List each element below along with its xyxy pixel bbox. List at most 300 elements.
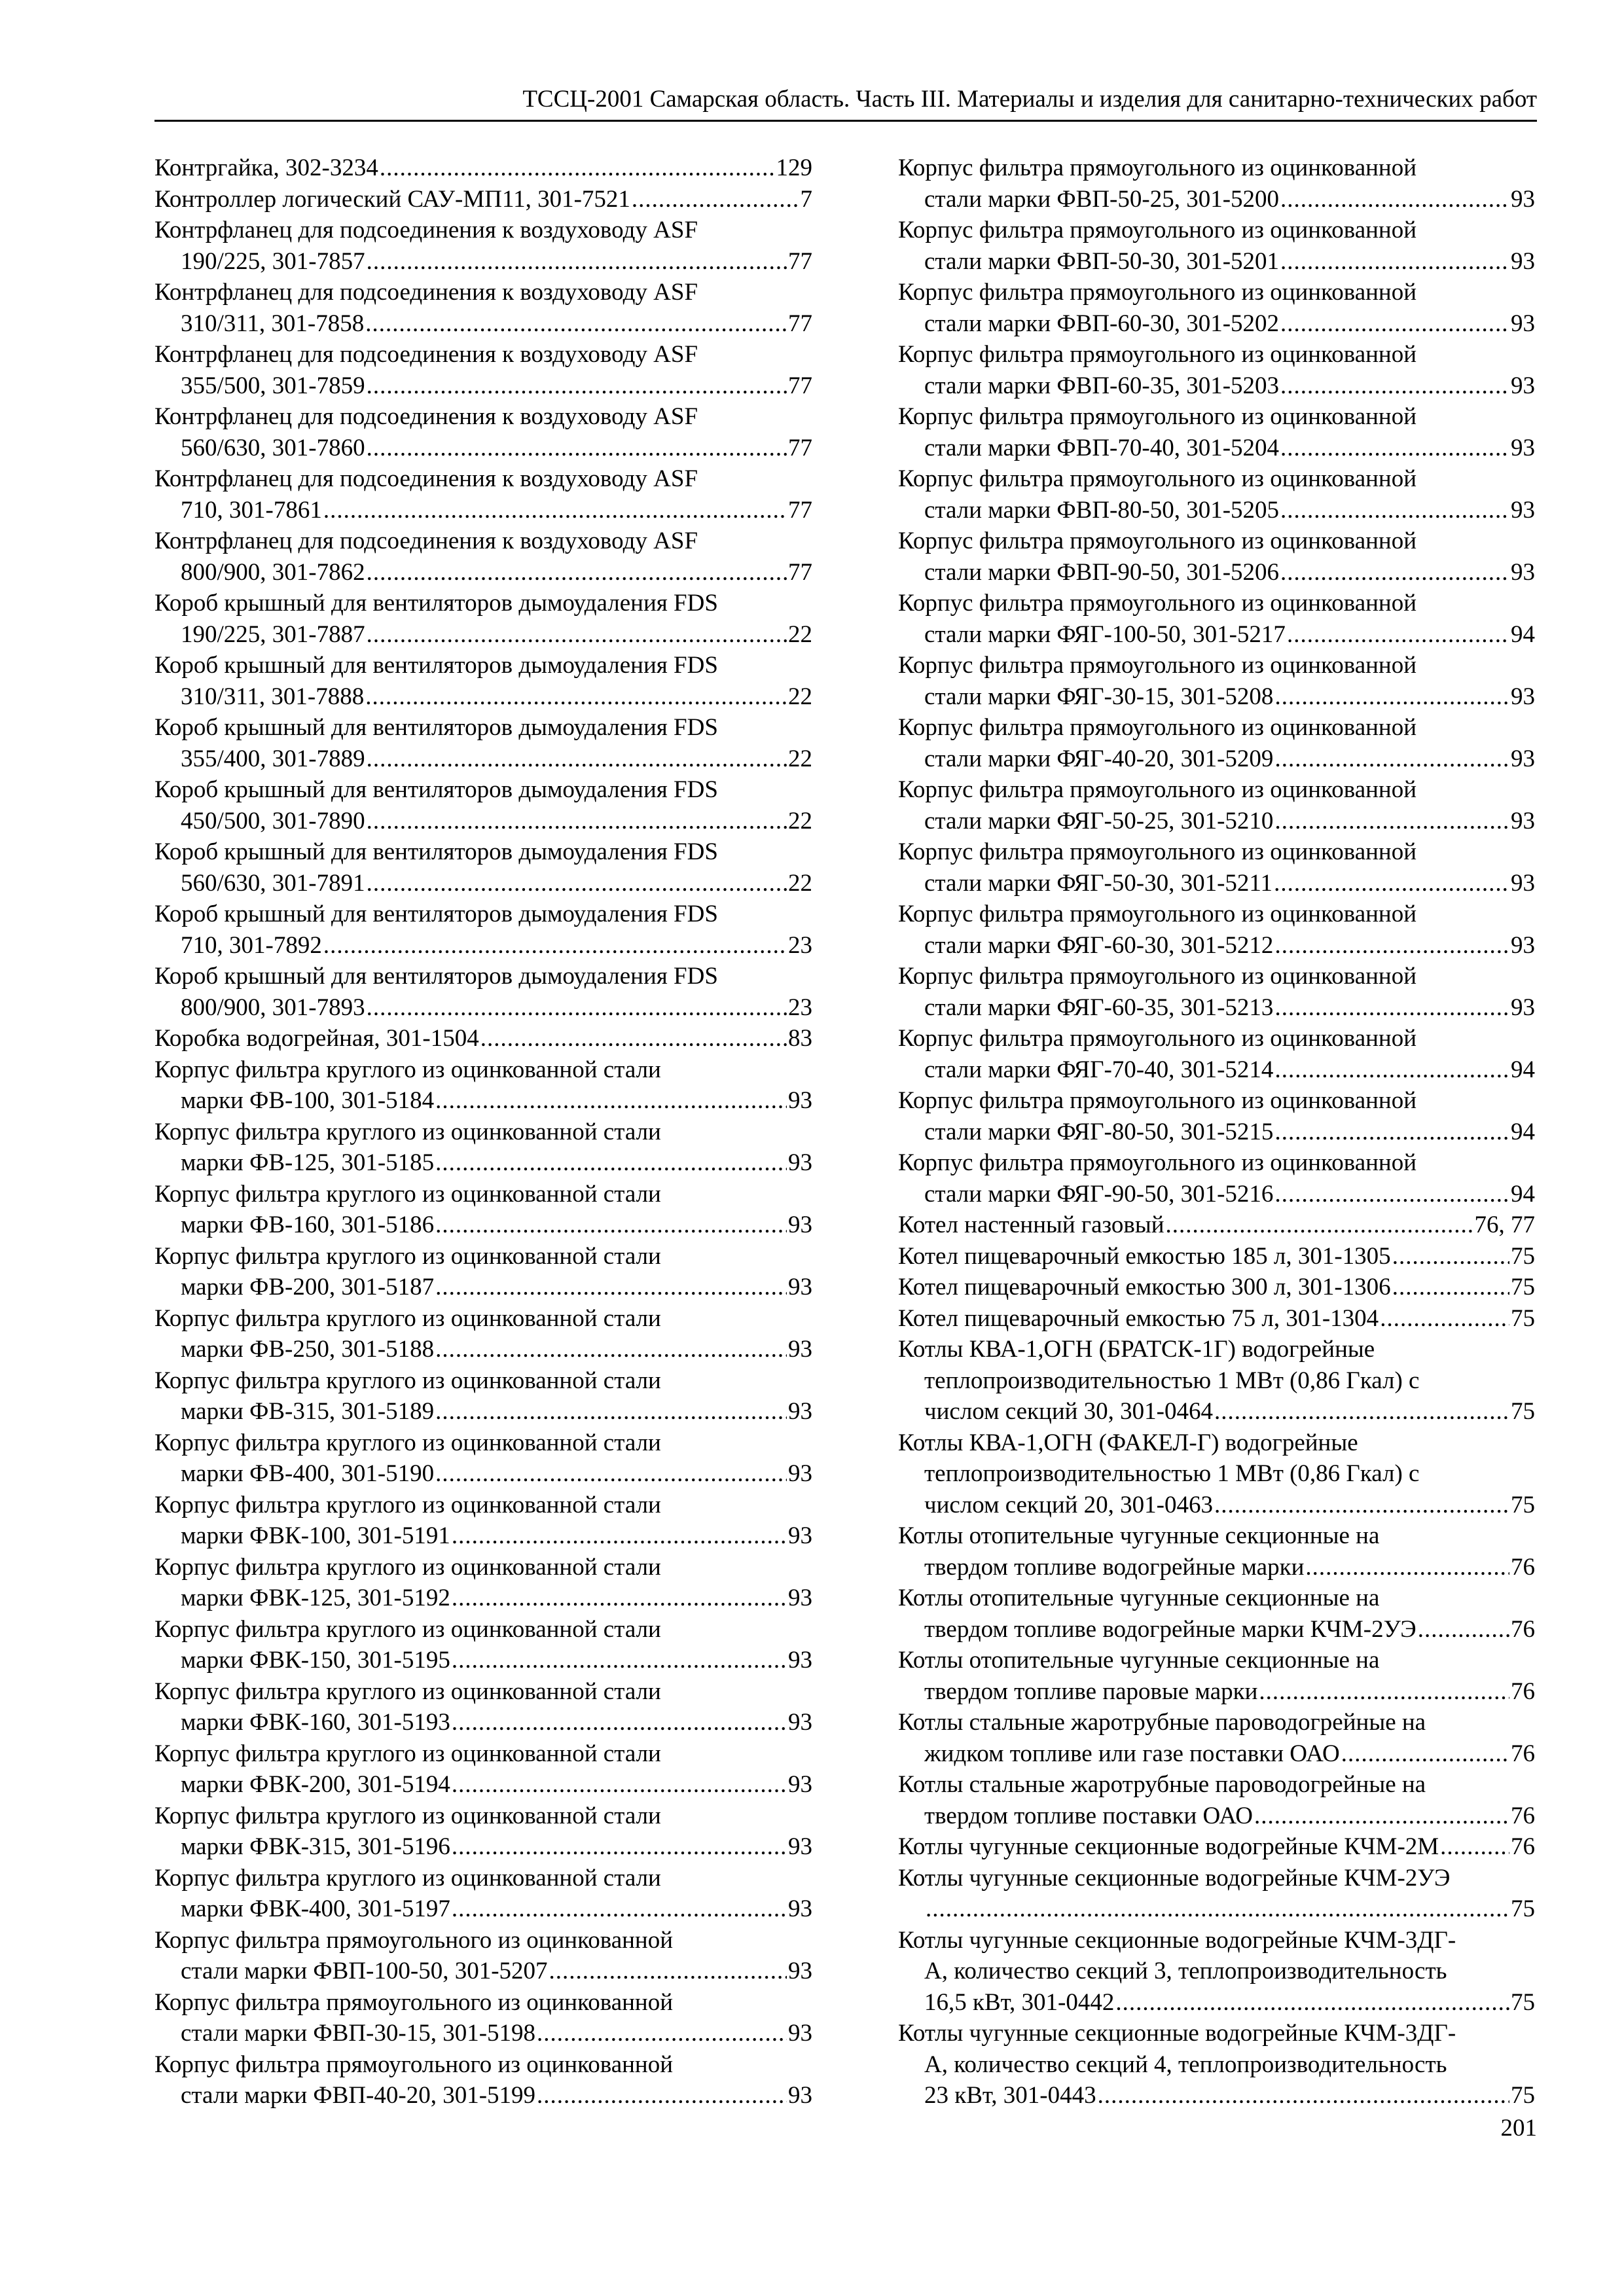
entry-last-line bbox=[154, 2080, 812, 2111]
entry-text: твердом топливе водогрейные марки КЧМ-2УЭ bbox=[924, 1615, 1416, 1643]
dot-leader bbox=[1280, 433, 1509, 464]
index-entry bbox=[154, 277, 812, 339]
entry-text-line: Короб крышный для вентиляторов дымоудаления FDS bbox=[154, 652, 718, 679]
dot-leader bbox=[1274, 806, 1509, 837]
entry-last-line bbox=[898, 1893, 1535, 1925]
dot-leader bbox=[452, 1831, 787, 1863]
entry-last-line bbox=[154, 992, 812, 1024]
entry-text-line: Корпус фильтра круглого из оцинкованной стали bbox=[154, 1864, 661, 1892]
entry-text: Котлы чугунные секционные водогрейные КЧМ-2М bbox=[898, 1833, 1439, 1860]
entry-text: 310/311, 301-7888 bbox=[181, 683, 365, 710]
entry-text-line: Котлы стальные жаротрубные пароводогрейные на bbox=[898, 1771, 1426, 1798]
entry-text: стали марки ФВП-60-35, 301-5203 bbox=[924, 372, 1280, 399]
dot-leader bbox=[1280, 495, 1509, 526]
entry-page-number: 75 bbox=[1511, 1895, 1535, 1922]
dot-leader bbox=[1254, 1801, 1509, 1832]
entry-text: марки ФВ-400, 301-5190 bbox=[181, 1460, 435, 1487]
entry-text: стали марки ФВП-90-50, 301-5206 bbox=[924, 558, 1280, 586]
entry-text: 16,5 кВт, 301-0442 bbox=[924, 1988, 1115, 2016]
entry-page-number: 23 bbox=[788, 994, 812, 1021]
index-entry bbox=[898, 1645, 1535, 1707]
entry-text: стали марки ФЯГ-100-50, 301-5217 bbox=[924, 620, 1286, 648]
index-entry bbox=[154, 184, 812, 215]
entry-page-number: 76 bbox=[1511, 1553, 1535, 1581]
entry-page-number: 75 bbox=[1511, 1398, 1535, 1425]
entry-page-number: 77 bbox=[788, 310, 812, 337]
entry-last-line bbox=[898, 1241, 1535, 1272]
entry-last-line bbox=[154, 557, 812, 588]
entry-text: 355/400, 301-7889 bbox=[181, 745, 365, 772]
entry-page-number: 93 bbox=[1511, 434, 1535, 461]
index-entry bbox=[898, 1085, 1535, 1147]
index-entry bbox=[154, 1925, 812, 1987]
entry-text: 190/225, 301-7887 bbox=[181, 620, 365, 648]
entry-text-line: Короб крышный для вентиляторов дымоудаления FDS bbox=[154, 714, 718, 741]
entry-last-line bbox=[154, 1520, 812, 1552]
entry-last-line bbox=[154, 308, 812, 340]
index-column-right bbox=[898, 152, 1535, 2111]
index-entry bbox=[898, 1583, 1535, 1645]
entry-text-line: Контрфланец для подсоединения к воздуховоду ASF bbox=[154, 279, 698, 306]
dot-leader bbox=[435, 1458, 787, 1490]
entry-text-line: Корпус фильтра прямоугольного из оцинкованной bbox=[898, 154, 1417, 181]
index-entry bbox=[154, 1179, 812, 1241]
entry-last-line bbox=[898, 1210, 1535, 1241]
entry-text: марки ФВК-400, 301-5197 bbox=[181, 1895, 450, 1922]
dot-leader bbox=[435, 1334, 787, 1365]
dot-leader bbox=[1274, 1054, 1509, 1086]
entry-text-line: Корпус фильтра круглого из оцинкованной стали bbox=[154, 1677, 661, 1705]
dot-leader bbox=[367, 370, 787, 402]
entry-page-number: 77 bbox=[788, 372, 812, 399]
entry-last-line bbox=[898, 1552, 1535, 1583]
dot-leader bbox=[1341, 1738, 1509, 1770]
entry-last-line bbox=[898, 992, 1535, 1024]
entry-text-line: Корпус фильтра прямоугольного из оцинкованной bbox=[898, 838, 1417, 865]
dot-leader bbox=[367, 806, 787, 837]
entry-text: 560/630, 301-7860 bbox=[181, 434, 365, 461]
entry-text-line: Корпус фильтра прямоугольного из оцинкованной bbox=[898, 341, 1417, 368]
index-entry bbox=[898, 1863, 1535, 1925]
entry-page-number: 129 bbox=[776, 154, 812, 181]
entry-page-number: 75 bbox=[1511, 1274, 1535, 1300]
index-entry bbox=[154, 1738, 812, 1801]
entry-page-number: 76, 77 bbox=[1474, 1211, 1535, 1238]
entry-last-line bbox=[898, 1117, 1535, 1148]
entry-last-line bbox=[898, 619, 1535, 651]
entry-last-line bbox=[154, 1769, 812, 1801]
entry-text-line: Короб крышный для вентиляторов дымоудаления FDS bbox=[154, 776, 718, 803]
entry-last-line bbox=[154, 1147, 812, 1179]
entry-text-line: теплопроизводительностью 1 МВт (0,86 Гкал) с bbox=[924, 1367, 1420, 1394]
entry-text-line: Корпус фильтра прямоугольного из оцинкованной bbox=[898, 528, 1417, 554]
entry-page-number: 93 bbox=[1511, 496, 1535, 524]
entry-page-number: 93 bbox=[788, 1647, 812, 1674]
entry-page-number: 75 bbox=[1511, 1491, 1535, 1518]
entry-last-line bbox=[898, 557, 1535, 588]
index-entry bbox=[154, 526, 812, 588]
entry-page-number: 93 bbox=[788, 1709, 812, 1736]
index-entry bbox=[898, 1210, 1535, 1241]
dot-leader bbox=[1280, 246, 1509, 278]
index-entry bbox=[154, 899, 812, 961]
index-entry bbox=[898, 588, 1535, 650]
entry-text: Котел пищеварочный емкостью 75 л, 301-1304 bbox=[898, 1304, 1379, 1332]
entry-last-line bbox=[898, 184, 1535, 215]
entry-text-line: Корпус фильтра прямоугольного из оцинкованной bbox=[898, 465, 1417, 492]
entry-text-line: Котлы отопительные чугунные секционные на bbox=[898, 1522, 1380, 1549]
dot-leader bbox=[1287, 619, 1509, 651]
entry-page-number: 93 bbox=[1511, 869, 1535, 897]
entry-text-line: Короб крышный для вентиляторов дымоудаления FDS bbox=[154, 838, 718, 865]
index-entry bbox=[154, 1241, 812, 1303]
entry-page-number: 93 bbox=[1511, 931, 1535, 959]
entry-page-number: 77 bbox=[788, 434, 812, 461]
entry-page-number: 94 bbox=[1511, 1180, 1535, 1208]
entry-text-line: Корпус фильтра прямоугольного из оцинкованной bbox=[898, 217, 1417, 243]
dot-leader bbox=[1166, 1210, 1473, 1241]
index-entry bbox=[154, 1614, 812, 1676]
dot-leader bbox=[1305, 1552, 1509, 1583]
entry-text-line: Корпус фильтра прямоугольного из оцинкованной bbox=[154, 1926, 674, 1954]
entry-page-number: 93 bbox=[788, 1398, 812, 1425]
entry-page-number: 94 bbox=[1511, 1056, 1535, 1083]
dot-leader bbox=[367, 619, 787, 651]
entry-page-number: 93 bbox=[788, 1771, 812, 1798]
entry-text-line: Корпус фильтра прямоугольного из оцинкованной bbox=[898, 403, 1417, 430]
entry-text-line: Контрфланец для подсоединения к воздуховоду ASF bbox=[154, 528, 698, 554]
entry-page-number: 93 bbox=[788, 2082, 812, 2109]
entry-page-number: 23 bbox=[788, 931, 812, 959]
index-entry bbox=[898, 401, 1535, 463]
entry-text: стали марки ФЯГ-50-25, 301-5210 bbox=[924, 807, 1274, 834]
entry-page-number: 83 bbox=[788, 1025, 812, 1052]
entry-text-line: Котлы КВА-1,ОГН (БРАТСК-1Г) водогрейные bbox=[898, 1336, 1375, 1363]
entry-text: марки ФВК-150, 301-5195 bbox=[181, 1647, 450, 1674]
dot-leader bbox=[1380, 1303, 1509, 1335]
entry-page-number: 93 bbox=[788, 1895, 812, 1922]
entry-last-line bbox=[898, 1490, 1535, 1521]
entry-text: Контроллер логический САУ-МП11, 301-7521 bbox=[154, 185, 630, 213]
entry-last-line bbox=[154, 681, 812, 713]
index-entry bbox=[898, 961, 1535, 1023]
entry-text-line: Корпус фильтра круглого из оцинкованной стали bbox=[154, 1553, 661, 1581]
index-entry bbox=[154, 1365, 812, 1427]
entry-last-line bbox=[154, 1334, 812, 1365]
entry-text-line: А, количество секций 3, теплопроизводительность bbox=[924, 1958, 1447, 1984]
entry-text: 355/500, 301-7859 bbox=[181, 372, 365, 399]
entry-text: твердом топливе паровые марки bbox=[924, 1677, 1258, 1705]
entry-last-line bbox=[898, 681, 1535, 713]
entry-page-number: 75 bbox=[1511, 2082, 1535, 2109]
index-entry bbox=[898, 1427, 1535, 1521]
index-entry bbox=[154, 1987, 812, 2049]
entry-text-line: Корпус фильтра круглого из оцинкованной стали bbox=[154, 1367, 661, 1394]
entry-page-number: 22 bbox=[788, 869, 812, 897]
dot-leader bbox=[1418, 1614, 1509, 1645]
dot-leader bbox=[1274, 744, 1509, 775]
dot-leader bbox=[1274, 992, 1509, 1024]
entry-last-line bbox=[898, 1396, 1535, 1427]
entry-last-line bbox=[154, 1396, 812, 1427]
entry-last-line bbox=[154, 184, 812, 215]
entry-last-line bbox=[154, 806, 812, 837]
dot-leader bbox=[1115, 1987, 1509, 2018]
entry-last-line bbox=[154, 2018, 812, 2049]
index-entry bbox=[898, 1769, 1535, 1831]
entry-text: стали марки ФЯГ-70-40, 301-5214 bbox=[924, 1056, 1274, 1083]
entry-text-line: Котлы чугунные секционные водогрейные КЧМ-2УЭ bbox=[898, 1864, 1451, 1892]
entry-last-line bbox=[898, 1831, 1535, 1863]
dot-leader bbox=[365, 308, 787, 340]
entry-last-line bbox=[154, 1831, 812, 1863]
index-entry bbox=[154, 339, 812, 401]
dot-leader bbox=[632, 184, 799, 215]
entry-text: Котел настенный газовый bbox=[898, 1211, 1164, 1238]
entry-text: числом секций 30, 301-0464 bbox=[924, 1398, 1214, 1425]
index-entry bbox=[898, 526, 1535, 588]
entry-text-line: Корпус фильтра прямоугольного из оцинкованной bbox=[898, 963, 1417, 990]
index-entry bbox=[154, 1863, 812, 1925]
index-entry bbox=[898, 2018, 1535, 2111]
entry-text: стали марки ФВП-70-40, 301-5204 bbox=[924, 434, 1280, 461]
dot-leader bbox=[537, 2018, 787, 2049]
index-entry bbox=[898, 1520, 1535, 1583]
entry-page-number: 76 bbox=[1511, 1802, 1535, 1829]
entry-text-line: Корпус фильтра прямоугольного из оцинкованной bbox=[898, 279, 1417, 306]
index-entry bbox=[898, 463, 1535, 526]
entry-page-number: 93 bbox=[1511, 683, 1535, 710]
dot-leader bbox=[1280, 557, 1509, 588]
dot-leader bbox=[452, 1583, 787, 1614]
entry-text-line: теплопроизводительностью 1 МВт (0,86 Гкал) с bbox=[924, 1460, 1420, 1487]
index-entry bbox=[154, 1117, 812, 1179]
dot-leader bbox=[367, 744, 787, 775]
entry-text: 800/900, 301-7893 bbox=[181, 994, 365, 1021]
entry-last-line bbox=[898, 1303, 1535, 1335]
entry-text: стали марки ФЯГ-40-20, 301-5209 bbox=[924, 745, 1274, 772]
index-entry bbox=[898, 339, 1535, 401]
entry-text-line: Котлы отопительные чугунные секционные на bbox=[898, 1647, 1380, 1674]
entry-text: стали марки ФЯГ-60-35, 301-5213 bbox=[924, 994, 1274, 1021]
entry-text: твердом топливе поставки ОАО bbox=[924, 1802, 1253, 1829]
entry-last-line bbox=[898, 1676, 1535, 1708]
dot-leader bbox=[1098, 2080, 1509, 2111]
index-entry bbox=[898, 1303, 1535, 1335]
dot-leader bbox=[1280, 370, 1509, 402]
entry-text-line: Корпус фильтра круглого из оцинкованной стали bbox=[154, 1118, 661, 1145]
dot-leader bbox=[1280, 184, 1509, 215]
dot-leader bbox=[1280, 308, 1509, 340]
entry-text-line: Корпус фильтра круглого из оцинкованной стали bbox=[154, 1304, 661, 1332]
entry-page-number: 93 bbox=[1511, 185, 1535, 213]
index-entry bbox=[898, 899, 1535, 961]
entry-last-line bbox=[898, 1054, 1535, 1086]
entry-last-line bbox=[154, 246, 812, 278]
entry-last-line bbox=[898, 744, 1535, 775]
entry-last-line bbox=[898, 370, 1535, 402]
entry-page-number: 93 bbox=[788, 1585, 812, 1611]
entry-text: 800/900, 301-7862 bbox=[181, 558, 365, 586]
entry-page-number: 76 bbox=[1511, 1740, 1535, 1767]
entry-text: марки ФВ-250, 301-5188 bbox=[181, 1336, 435, 1363]
page-header bbox=[154, 84, 1537, 122]
entry-text: 710, 301-7861 bbox=[181, 496, 322, 524]
entry-page-number: 76 bbox=[1511, 1615, 1535, 1643]
dot-leader bbox=[1392, 1241, 1509, 1272]
entry-text-line: Корпус фильтра круглого из оцинкованной стали bbox=[154, 1056, 661, 1083]
index-entry bbox=[898, 1272, 1535, 1303]
entry-last-line bbox=[898, 1272, 1535, 1303]
index-entry bbox=[154, 1676, 812, 1738]
index-entry bbox=[154, 650, 812, 712]
entry-text: 560/630, 301-7891 bbox=[181, 869, 365, 897]
entry-text: марки ФВК-200, 301-5194 bbox=[181, 1771, 450, 1798]
dot-leader bbox=[1214, 1490, 1509, 1521]
index-entry bbox=[154, 152, 812, 184]
entry-text: марки ФВК-125, 301-5192 bbox=[181, 1585, 450, 1611]
index-entry bbox=[898, 1147, 1535, 1210]
entry-page-number: 93 bbox=[1511, 994, 1535, 1021]
entry-text: марки ФВ-315, 301-5189 bbox=[181, 1398, 435, 1425]
entry-last-line bbox=[898, 1738, 1535, 1770]
entry-text: марки ФВК-315, 301-5196 bbox=[181, 1833, 450, 1860]
entry-text: марки ФВК-100, 301-5191 bbox=[181, 1522, 450, 1549]
entry-last-line bbox=[154, 1893, 812, 1925]
entry-text-line: Корпус фильтра круглого из оцинкованной стали bbox=[154, 1740, 661, 1767]
entry-text-line: Корпус фильтра прямоугольного из оцинкованной bbox=[898, 652, 1417, 679]
entry-page-number: 76 bbox=[1511, 1677, 1535, 1705]
entry-text: стали марки ФВП-50-25, 301-5200 bbox=[924, 185, 1280, 213]
dot-leader bbox=[549, 1956, 787, 1987]
entry-page-number: 75 bbox=[1511, 1242, 1535, 1270]
entry-page-number: 22 bbox=[788, 620, 812, 648]
entry-page-number: 94 bbox=[1511, 1118, 1535, 1145]
entry-text: Котел пищеварочный емкостью 300 л, 301-1306 bbox=[898, 1274, 1391, 1300]
entry-page-number: 76 bbox=[1511, 1833, 1535, 1860]
entry-page-number: 75 bbox=[1511, 1304, 1535, 1332]
entry-page-number: 75 bbox=[1511, 1988, 1535, 2016]
entry-page-number: 7 bbox=[800, 185, 812, 213]
entry-text: стали марки ФВП-40-20, 301-5199 bbox=[181, 2082, 536, 2109]
entry-text: марки ФВ-100, 301-5184 bbox=[181, 1087, 435, 1114]
entry-page-number: 93 bbox=[788, 1833, 812, 1860]
index-entry bbox=[154, 588, 812, 650]
index-entry bbox=[154, 401, 812, 463]
index-entry bbox=[898, 774, 1535, 836]
dot-leader bbox=[1274, 681, 1509, 713]
index-entry bbox=[154, 836, 812, 899]
dot-leader bbox=[435, 1147, 787, 1179]
entry-last-line bbox=[898, 1987, 1535, 2018]
dot-leader bbox=[452, 1893, 787, 1925]
dot-leader bbox=[452, 1769, 787, 1801]
entry-text: стали марки ФВП-80-50, 301-5205 bbox=[924, 496, 1280, 524]
entry-text-line: Корпус фильтра прямоугольного из оцинкованной bbox=[898, 901, 1417, 927]
dot-leader bbox=[435, 1396, 787, 1427]
entry-page-number: 93 bbox=[788, 1087, 812, 1114]
dot-leader bbox=[367, 868, 787, 899]
entry-last-line bbox=[154, 1085, 812, 1117]
dot-leader bbox=[926, 1893, 1509, 1925]
entry-text: стали марки ФВП-60-30, 301-5202 bbox=[924, 310, 1280, 337]
entry-text-line: Контрфланец для подсоединения к воздуховоду ASF bbox=[154, 217, 698, 243]
entry-text-line: Корпус фильтра прямоугольного из оцинкованной bbox=[898, 590, 1417, 617]
entry-page-number: 93 bbox=[1511, 807, 1535, 834]
dot-leader bbox=[452, 1707, 787, 1738]
entry-text-line: А, количество секций 4, теплопроизводительность bbox=[924, 2051, 1447, 2078]
entry-last-line bbox=[154, 619, 812, 651]
entry-text-line: Корпус фильтра прямоугольного из оцинкованной bbox=[898, 776, 1417, 803]
dot-leader bbox=[380, 152, 775, 184]
entry-page-number: 22 bbox=[788, 807, 812, 834]
entry-text: числом секций 20, 301-0463 bbox=[924, 1491, 1214, 1518]
entry-page-number: 22 bbox=[788, 683, 812, 710]
entry-last-line bbox=[154, 152, 812, 184]
entry-text: 23 кВт, 301-0443 bbox=[924, 2082, 1096, 2109]
dot-leader bbox=[1440, 1831, 1509, 1863]
dot-leader bbox=[367, 557, 787, 588]
entry-last-line bbox=[898, 930, 1535, 961]
entry-text: стали марки ФЯГ-50-30, 301-5211 bbox=[924, 869, 1273, 897]
entry-page-number: 93 bbox=[788, 1958, 812, 1984]
entry-page-number: 93 bbox=[1511, 372, 1535, 399]
index-entry bbox=[898, 836, 1535, 899]
entry-text-line: Корпус фильтра круглого из оцинкованной стали bbox=[154, 1802, 661, 1829]
entry-text: стали марки ФЯГ-90-50, 301-5216 bbox=[924, 1180, 1274, 1208]
entry-text: Контргайка, 302-3234 bbox=[154, 154, 378, 181]
entry-text: 190/225, 301-7857 bbox=[181, 247, 365, 275]
entry-page-number: 93 bbox=[788, 1274, 812, 1300]
entry-text: твердом топливе водогрейные марки bbox=[924, 1553, 1305, 1581]
dot-leader bbox=[1274, 1179, 1509, 1210]
entry-last-line bbox=[898, 495, 1535, 526]
index-entry bbox=[898, 712, 1535, 774]
dot-leader bbox=[452, 1645, 787, 1676]
index-entry bbox=[154, 1303, 812, 1365]
entry-page-number: 22 bbox=[788, 745, 812, 772]
entry-page-number: 77 bbox=[788, 558, 812, 586]
index-entry bbox=[154, 1490, 812, 1552]
entry-page-number: 93 bbox=[1511, 558, 1535, 586]
entry-last-line bbox=[898, 2080, 1535, 2111]
entry-text: Коробка водогрейная, 301-1504 bbox=[154, 1025, 479, 1052]
entry-page-number: 77 bbox=[788, 247, 812, 275]
index-entry bbox=[154, 215, 812, 277]
entry-text-line: Корпус фильтра прямоугольного из оцинкованной bbox=[898, 714, 1417, 741]
entry-text-line: Контрфланец для подсоединения к воздуховоду ASF bbox=[154, 465, 698, 492]
entry-last-line bbox=[154, 1956, 812, 1987]
index-entry bbox=[898, 650, 1535, 712]
entry-text: стали марки ФВП-100-50, 301-5207 bbox=[181, 1958, 548, 1984]
entry-last-line bbox=[898, 868, 1535, 899]
index-entry bbox=[154, 2049, 812, 2111]
index-entry bbox=[154, 463, 812, 526]
entry-last-line bbox=[898, 806, 1535, 837]
entry-text: марки ФВК-160, 301-5193 bbox=[181, 1709, 450, 1736]
entry-last-line bbox=[154, 1023, 812, 1054]
entry-last-line bbox=[154, 495, 812, 526]
entry-text: стали марки ФЯГ-30-15, 301-5208 bbox=[924, 683, 1274, 710]
entry-page-number: 93 bbox=[788, 1149, 812, 1176]
entry-last-line bbox=[154, 433, 812, 464]
entry-text-line: Котлы чугунные секционные водогрейные КЧМ-3ДГ- bbox=[898, 2020, 1456, 2047]
entry-page-number: 93 bbox=[788, 1522, 812, 1549]
index-entry bbox=[154, 1801, 812, 1863]
dot-leader bbox=[1274, 868, 1509, 899]
index-entry bbox=[898, 1925, 1535, 2018]
index-column-left bbox=[154, 152, 812, 2111]
